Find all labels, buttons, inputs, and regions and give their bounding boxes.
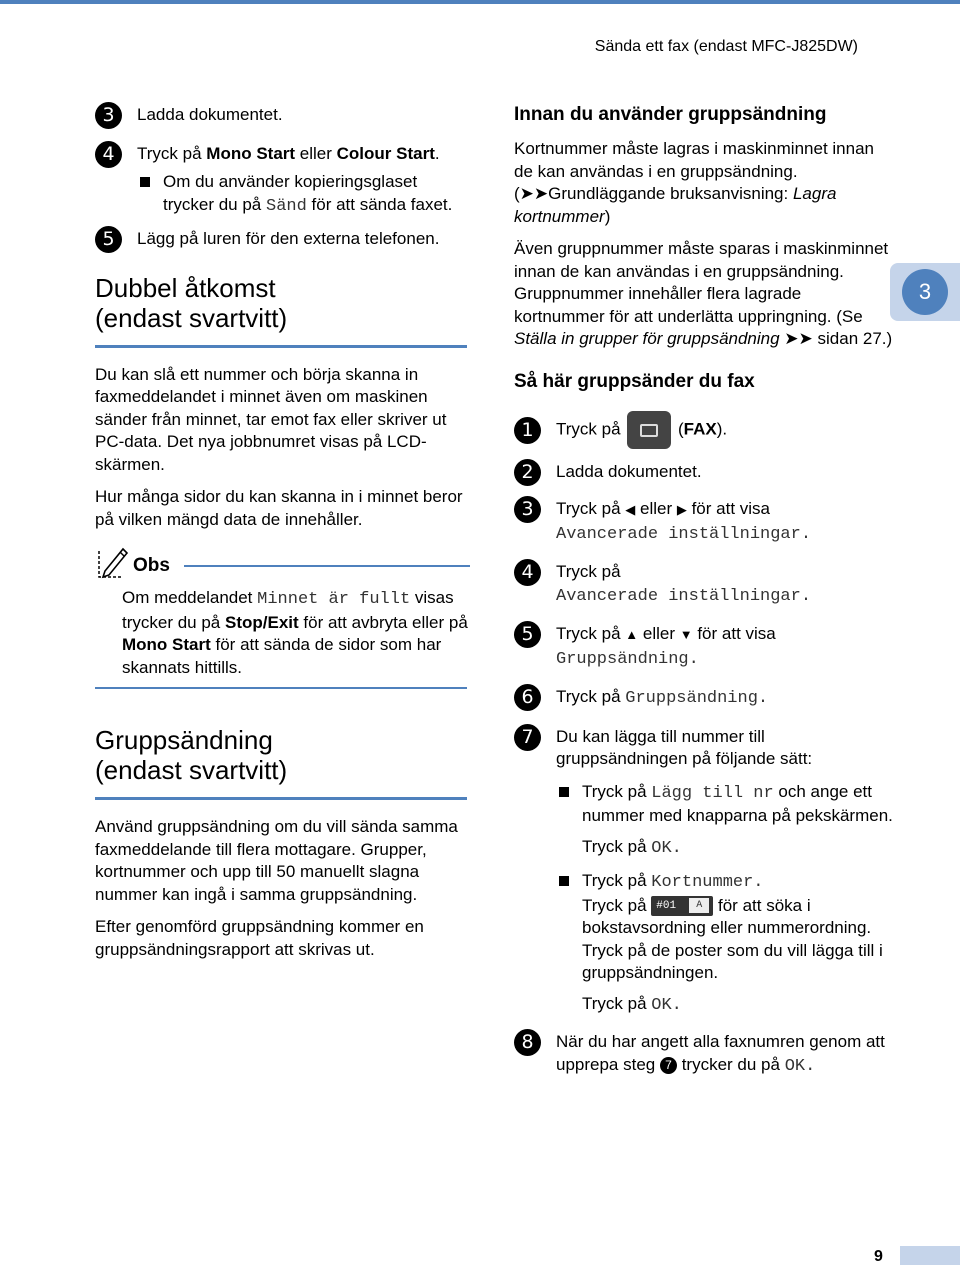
- step-text: Tryck på: [556, 624, 626, 643]
- step-4: [514, 561, 894, 608]
- step-text: för att visa: [692, 624, 776, 643]
- step-5: [514, 623, 894, 671]
- note-header: [95, 541, 470, 581]
- bullet-item: [556, 870, 894, 1017]
- text: Grundläggande bruksanvisning:: [548, 184, 793, 203]
- step-4: [95, 143, 470, 219]
- step-number: 8: [514, 1029, 541, 1056]
- double-arrow-icon: ➤➤: [519, 184, 549, 203]
- section-heading-grupp: [95, 725, 467, 800]
- step-number: 4: [95, 141, 122, 168]
- lcd-text: OK.: [651, 995, 682, 1015]
- lcd-text: Lägg till nr: [651, 783, 774, 803]
- left-arrow-icon: ◀: [625, 502, 636, 517]
- speed-dial-search-button: [651, 896, 713, 916]
- step-text: När du har angett alla faxnumren genom att upprepa steg: [556, 1032, 885, 1074]
- step-number: 1: [514, 417, 541, 444]
- up-arrow-icon: ▲: [625, 627, 639, 642]
- bullet-text: Tryck på: [582, 836, 652, 856]
- text: Kortnummer måste lagras i maskinminnet innan de kan användas i en gruppsändning. (: [514, 139, 874, 203]
- note-bottom-rule: [95, 687, 467, 689]
- text: ): [604, 206, 611, 226]
- bullet-item: [137, 171, 470, 218]
- step-number: 3: [514, 496, 541, 523]
- chapter-number: 3: [902, 269, 948, 315]
- heading-line: Gruppsändning: [95, 725, 273, 755]
- step-text: Tryck på: [556, 687, 626, 706]
- paragraph: Använd gruppsändning om du vill sända samma faxmeddelande till flera mottagare. Grupper, kortnummer och upp till 50 manuellt slagna nummer kan ingå i samma gruppsändning.: [95, 817, 458, 904]
- lcd-text: Avancerade inställningar.: [556, 586, 812, 606]
- step-text: .: [434, 143, 440, 163]
- paragraph: [514, 138, 894, 228]
- step-number: 6: [514, 684, 541, 711]
- step-number: 5: [95, 226, 122, 253]
- step-text: för att visa: [686, 499, 770, 518]
- step-3: [514, 498, 894, 546]
- lcd-text: OK.: [651, 838, 682, 858]
- step-text: Tryck på: [556, 562, 621, 581]
- lcd-text: Gruppsändning.: [625, 689, 769, 708]
- lcd-text: Gruppsändning.: [556, 649, 699, 669]
- paragraph: Du kan slå ett nummer och börja skanna in faxmeddelandet i minnet även om maskinen sänder från minnet, tar emot fax eller skriver ut PC-data. Det nya jobbnumret visas på LCD-skärmen.: [95, 364, 447, 474]
- reference-title: Lagra kortnummer: [514, 184, 837, 226]
- double-arrow-icon: ➤➤: [779, 329, 818, 348]
- step-text: Du kan lägga till nummer till gruppsändningen på följande sätt:: [556, 726, 813, 768]
- step-text: Ladda dokumentet.: [137, 105, 283, 124]
- step-number: 2: [514, 459, 541, 486]
- subheading-innan: Innan du använder gruppsändning: [514, 104, 827, 125]
- running-header: Sända ett fax (endast MFC-J825DW): [594, 38, 858, 55]
- paragraph: Hur många sidor du kan skanna in i minnet beror på vilken mängd data de innehåller.: [95, 487, 463, 529]
- note-rule: [184, 565, 470, 567]
- colour-start-key: Colour Start: [336, 143, 435, 163]
- mono-start-key: Mono Start: [122, 635, 211, 654]
- text: Även gruppnummer måste sparas i maskinminnet innan de kan användas i en gruppsändning. Gruppnummer innehåller flera lagrade kortnummer för att underlätta uppringning. (Se: [514, 239, 889, 326]
- step-text: trycker du på: [676, 1054, 785, 1074]
- note-title: Obs: [133, 554, 170, 576]
- step-3: [95, 104, 470, 127]
- step-text: Tryck på: [556, 499, 626, 518]
- bullet-subline: [582, 836, 894, 861]
- note-text: Om meddelandet: [122, 588, 258, 607]
- lcd-text: Avancerade inställningar.: [556, 524, 812, 544]
- step-text: eller: [635, 499, 677, 518]
- bullet-text: för att sända faxet.: [306, 194, 453, 214]
- bullet-text: Tryck på: [582, 781, 652, 801]
- step-text: Tryck på: [556, 418, 626, 438]
- step-text: Tryck på: [137, 143, 207, 163]
- lcd-text: Minnet är fullt: [257, 590, 411, 609]
- bullet-text: och ange ett nummer med knapparna på pekskärmen.: [582, 781, 893, 825]
- bullet-text: Om du använder kopieringsglaset trycker du på: [163, 172, 418, 214]
- subheading-sa-har: Så här gruppsänder du fax: [514, 370, 755, 392]
- note-text: för att sända de sidor som har skannats hittills.: [122, 635, 442, 677]
- pencil-note-icon: [95, 543, 129, 579]
- lcd-text: Sänd: [266, 196, 307, 216]
- down-arrow-icon: ▼: [679, 627, 693, 642]
- lcd-text: Kortnummer.: [651, 873, 764, 892]
- right-arrow-icon: ▶: [676, 502, 687, 517]
- page-number-bar: [900, 1246, 960, 1265]
- step-8: [514, 1031, 894, 1078]
- section-heading-dubbel: [95, 273, 467, 348]
- note-body: [95, 581, 470, 687]
- button-label: A: [689, 898, 709, 913]
- step-6: [514, 686, 894, 711]
- note-text: visas trycker du på: [122, 588, 454, 632]
- heading-line: (endast svartvitt): [95, 302, 288, 333]
- heading-line: Dubbel åtkomst: [95, 272, 276, 303]
- step-text: eller: [295, 143, 337, 163]
- paragraph: Efter genomförd gruppsändning kommer en gruppsändningsrapport att skrivas ut.: [95, 917, 424, 959]
- step-1: 1 Tryck på (FAX).: [514, 411, 894, 449]
- bullet-subline: [582, 993, 894, 1018]
- step-7: [514, 726, 894, 1018]
- text: sidan 27.): [817, 329, 893, 348]
- page-number: 9: [874, 1248, 883, 1265]
- step-text: Lägg på luren för den externa telefonen.: [137, 229, 440, 248]
- step-5: [95, 228, 470, 251]
- button-label: #01: [656, 900, 677, 913]
- step-text: eller: [638, 624, 680, 643]
- step-text: ).: [716, 418, 728, 438]
- step-number: 5: [514, 621, 541, 648]
- chapter-tab: [890, 263, 960, 321]
- bullet-item: [556, 781, 894, 861]
- step-number: 3: [95, 102, 122, 129]
- reference-title: Ställa in grupper för gruppsändning: [514, 329, 780, 348]
- stop-exit-key: Stop/Exit: [225, 612, 299, 632]
- step-2: [514, 461, 894, 484]
- note-box: [95, 541, 470, 689]
- bullet-text: Tryck på: [582, 993, 652, 1013]
- paragraph: [514, 238, 894, 351]
- heading-line: (endast svartvitt): [95, 755, 288, 785]
- bullet-text: för att söka i bokstavsordning eller nummerordning. Tryck på de poster som du vill lägga till i gruppsändningen.: [582, 895, 883, 982]
- note-text: för att avbryta eller på: [298, 612, 468, 632]
- left-column: [95, 104, 470, 971]
- right-column: [514, 104, 894, 1087]
- bullet-text: Tryck på: [582, 871, 652, 890]
- fax-label: FAX: [683, 418, 717, 438]
- step-text: Ladda dokumentet.: [556, 461, 702, 481]
- bullet-text: Tryck på: [582, 895, 652, 915]
- step-reference-badge: 7: [660, 1057, 677, 1074]
- top-rule: [0, 0, 960, 4]
- fax-button-icon: [627, 411, 671, 449]
- step-number: 4: [514, 559, 541, 586]
- step-number: 7: [514, 724, 541, 751]
- lcd-text: OK.: [784, 1056, 816, 1076]
- mono-start-key: Mono Start: [206, 143, 296, 163]
